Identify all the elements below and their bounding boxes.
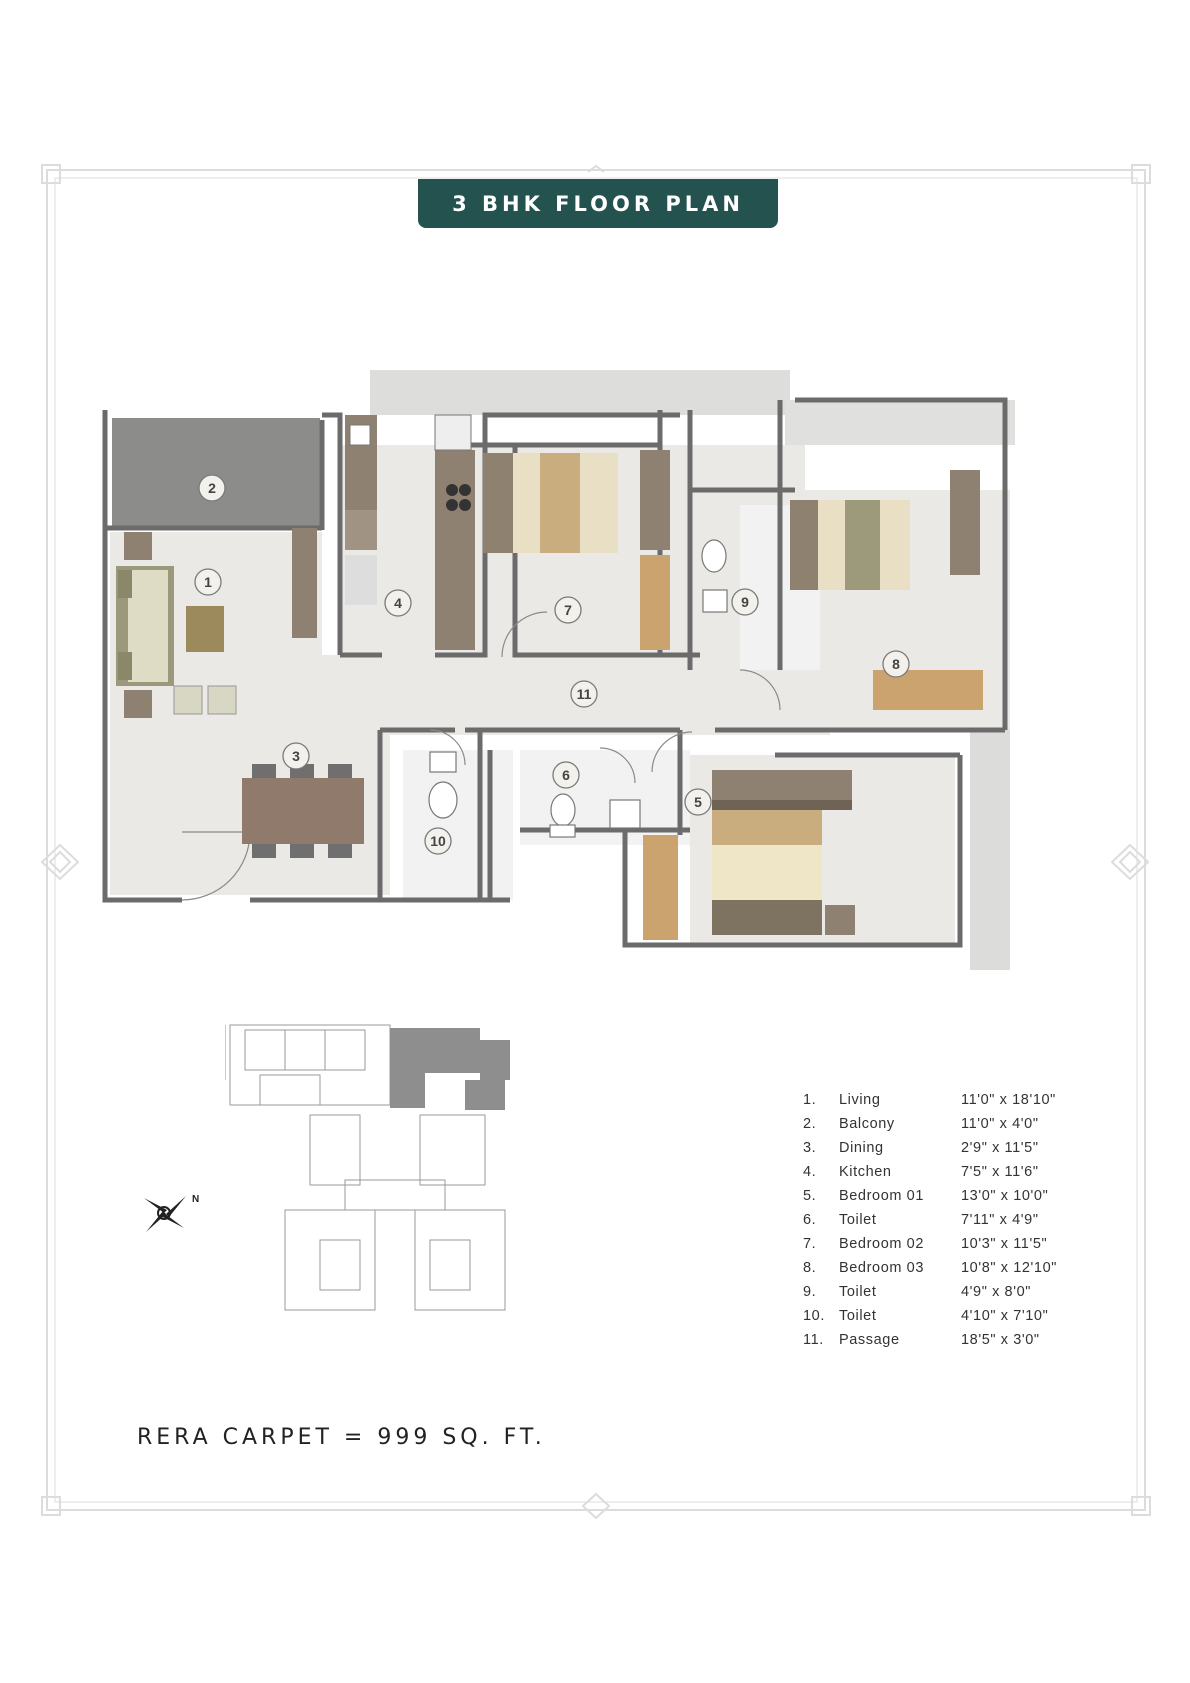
legend-row: 9. Toilet 4'9" x 8'0" xyxy=(803,1284,1031,1300)
compass-icon xyxy=(142,1192,202,1242)
legend-row: 10. Toilet 4'10" x 7'10" xyxy=(803,1308,1049,1324)
svg-text:10: 10 xyxy=(430,833,446,849)
svg-text:8: 8 xyxy=(892,656,900,672)
room-marker-4 xyxy=(385,590,411,616)
rera-carpet-area: RERA CARPET = 999 SQ. FT. xyxy=(137,1425,546,1450)
room-marker-6 xyxy=(553,762,579,788)
room-marker-10 xyxy=(425,828,451,854)
svg-text:3: 3 xyxy=(292,748,300,764)
svg-text:2: 2 xyxy=(208,480,216,496)
svg-text:9: 9 xyxy=(741,594,749,610)
key-plan-highlight xyxy=(390,1028,510,1110)
room-marker-9 xyxy=(732,589,758,615)
legend-row: 3. Dining 2'9" x 11'5" xyxy=(803,1140,1039,1156)
key-plan xyxy=(225,1020,545,1320)
legend-row: 6. Toilet 7'11" x 4'9" xyxy=(803,1212,1039,1228)
room-marker-8 xyxy=(883,651,909,677)
room-marker-5 xyxy=(685,789,711,815)
compass-north-label: N xyxy=(192,1194,200,1205)
dining-table xyxy=(242,764,364,858)
floor-plan-title: 3 BHK FLOOR PLAN xyxy=(418,179,778,228)
svg-text:11: 11 xyxy=(576,686,592,702)
room-marker-2 xyxy=(199,475,225,501)
svg-text:1: 1 xyxy=(204,574,212,590)
legend-row: 2. Balcony 11'0" x 4'0" xyxy=(803,1116,1039,1132)
legend-row: 8. Bedroom 03 10'8" x 12'10" xyxy=(803,1260,1057,1276)
utility-duct xyxy=(370,370,790,415)
svg-text:6: 6 xyxy=(562,767,570,783)
room-marker-1 xyxy=(195,569,221,595)
legend-row: 4. Kitchen 7'5" x 11'6" xyxy=(803,1164,1039,1180)
room-marker-11 xyxy=(571,681,597,707)
legend-row: 11. Passage 18'5" x 3'0" xyxy=(803,1332,1040,1348)
room-marker-7 xyxy=(555,597,581,623)
legend-row: 7. Bedroom 02 10'3" x 11'5" xyxy=(803,1236,1048,1252)
legend-row: 1. Living 11'0" x 18'10" xyxy=(803,1092,1056,1108)
legend-row: 5. Bedroom 01 13'0" x 10'0" xyxy=(803,1188,1049,1204)
room-marker-3 xyxy=(283,743,309,769)
svg-text:4: 4 xyxy=(394,595,402,611)
toilet-10-floor xyxy=(403,750,513,900)
svg-text:7: 7 xyxy=(564,602,572,618)
svg-text:5: 5 xyxy=(694,794,702,810)
room-legend xyxy=(803,1092,1103,1356)
balcony-floor xyxy=(112,418,320,528)
floor-plan-drawing xyxy=(100,370,1100,990)
